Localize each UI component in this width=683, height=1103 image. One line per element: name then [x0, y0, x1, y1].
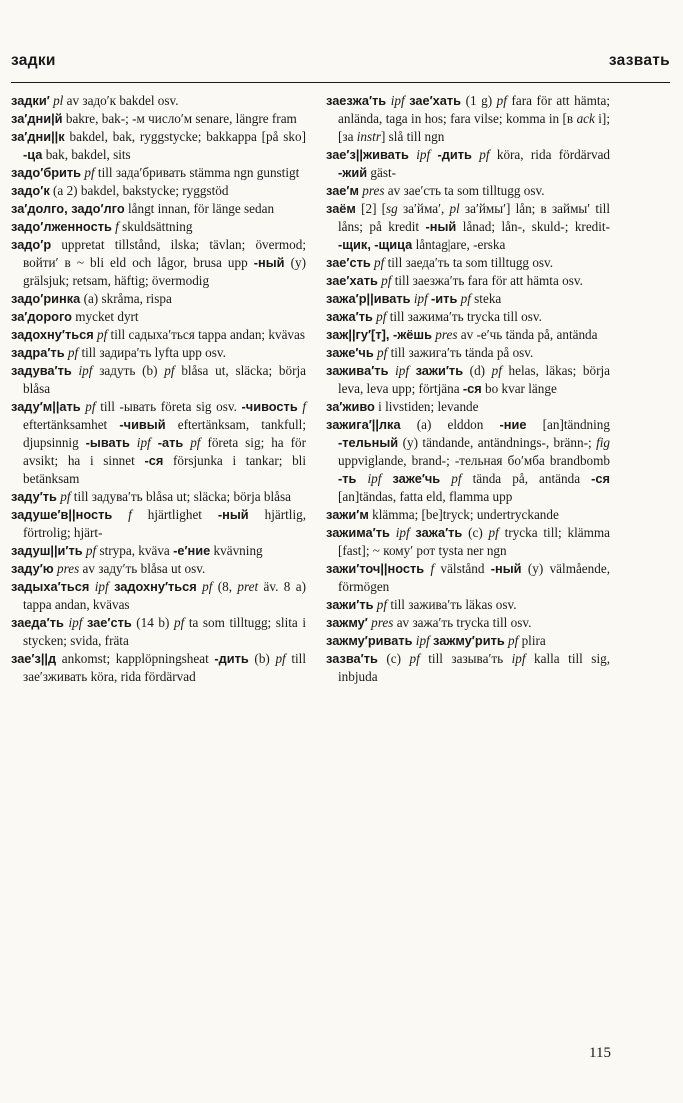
entry-text: (d)	[463, 363, 492, 378]
dictionary-entry	[11, 578, 306, 614]
entry-text: за′ймы′] lån; в займы′ till låns; på kredit	[338, 201, 610, 234]
grammar-label: ipf	[390, 93, 405, 108]
dictionary-entry	[326, 272, 610, 290]
entry-text: bakdel, bak, ryggstycke; bakkappa [på sko]	[64, 129, 306, 144]
grammar-label: pf	[451, 471, 462, 486]
dictionary-entry	[326, 146, 610, 182]
entry-text: av зае′сть ta som tilltugg osv.	[384, 183, 545, 198]
derived-form: -чивость	[241, 399, 298, 414]
dictionary-entry	[326, 182, 610, 200]
entry-text: i livstiden; levande	[374, 399, 479, 414]
grammar-label: instr	[356, 129, 381, 144]
headword: зажму′ривать	[326, 633, 413, 648]
entry-text: ta som tilltugg; slita i stycken; svida, fräta	[23, 615, 307, 648]
entry-text	[130, 435, 137, 450]
entry-text: bakre, bak-; -м число′м senare, längre fram	[62, 111, 297, 126]
entry-text: (y) grälsjuk; retsam, häftig; övermodig	[23, 255, 306, 288]
right-column	[326, 92, 610, 686]
entry-text: (y) tändande, antändnings-, bränn-;	[398, 435, 597, 450]
entry-text: lånad; lån-, skuld-; kredit-	[456, 219, 610, 234]
headword: задыха′ться	[11, 579, 90, 594]
dictionary-entry	[11, 326, 306, 344]
grammar-label: pres	[371, 615, 394, 630]
dictionary-entry	[11, 200, 306, 218]
headword: задо′ринка	[11, 291, 81, 306]
entry-text: задуть	[92, 363, 136, 378]
entry-text: till зажима′ть trycka till osv.	[386, 309, 542, 324]
derived-form: -чивый	[119, 417, 166, 432]
entry-text: till зае′зживать köra, rida fördärvad	[23, 651, 306, 684]
derived-form: -ся	[144, 453, 164, 468]
entry-text: (14 b)	[131, 615, 174, 630]
dictionary-entry	[326, 614, 610, 632]
entry-text: till зазыва′ть	[419, 651, 512, 666]
entry-text	[430, 147, 437, 162]
headword: за′дни||к	[11, 129, 65, 144]
dictionary-entry	[11, 560, 306, 578]
dictionary-entry	[11, 308, 306, 326]
grammar-label: pf	[84, 165, 95, 180]
grammar-label: pret	[237, 579, 259, 594]
entry-text: strypa, kväva	[96, 543, 174, 558]
grammar-label: ipf	[78, 363, 93, 378]
entry-text: uppviglande, brand-; -тельная бо′мба brandbomb	[338, 453, 610, 468]
headword: заже′чь	[326, 345, 374, 360]
dictionary-entry	[326, 344, 610, 362]
dictionary-entry	[326, 632, 610, 650]
dictionary-entry	[326, 326, 610, 344]
entry-text: steka	[470, 291, 502, 306]
entry-text: låntag|are, -erska	[412, 237, 506, 252]
grammar-label: sg	[386, 201, 398, 216]
entry-text: bo kvar länge	[481, 381, 557, 396]
dictionary-entry	[326, 398, 610, 416]
headword: задо′брить	[11, 165, 82, 180]
entry-text: i]; [за	[338, 111, 610, 144]
grammar-label: f	[430, 561, 435, 576]
grammar-label: ipf	[68, 615, 83, 630]
grammar-label: pf	[376, 309, 387, 324]
derived-form: -ный	[425, 219, 457, 234]
grammar-label: pf	[96, 327, 108, 342]
grammar-label: f	[115, 219, 119, 234]
entry-text: [an]tändning	[526, 417, 610, 432]
derived-form: -ся	[591, 471, 611, 486]
entry-text: skuldsättning	[118, 219, 193, 234]
grammar-label: ipf	[367, 471, 382, 486]
entry-text: försjunka i tankar; bli betänksam	[23, 453, 306, 486]
header-left-word: задки	[11, 52, 56, 69]
headword: зае′м	[326, 183, 359, 198]
entry-text: till -ывать företa sig osv.	[95, 399, 242, 414]
entry-text: till зада′бривать stämma ngn gunstigt	[94, 165, 300, 180]
derived-form: -тельный	[338, 435, 399, 450]
left-column	[11, 92, 306, 686]
dictionary-entry	[11, 218, 306, 236]
headword: задува′ть	[11, 363, 72, 378]
dictionary-entry	[326, 416, 610, 506]
derived-form: -жий	[338, 165, 368, 180]
entry-text: (c)	[462, 525, 489, 540]
derived-form: -ить	[431, 291, 458, 306]
entry-text: (a) elddon	[400, 417, 500, 432]
headword: зае′сть	[326, 255, 371, 270]
grammar-label: ipf	[416, 147, 431, 162]
headword: зажима′ть	[326, 525, 390, 540]
derived-form: задохну′ться	[114, 579, 197, 594]
entry-text: till зажива′ть läkas osv.	[387, 597, 517, 612]
grammar-label: pres	[57, 561, 80, 576]
headword: за′живо	[326, 399, 375, 414]
dictionary-entry	[326, 290, 610, 308]
entry-text: ] slå till ngn	[380, 129, 445, 144]
headword: заду′м||ать	[11, 399, 81, 414]
entry-text: uppretat tillstånd, ilska; tävlan; övermod; войти′ в ~ bli eld och lågor, brusa upp	[23, 237, 306, 270]
derived-form: -ние	[499, 417, 527, 432]
derived-form: -ать	[157, 435, 184, 450]
entry-text	[409, 363, 416, 378]
dictionary-entry	[11, 128, 306, 164]
entry-text: (8,	[212, 579, 238, 594]
grammar-label: pf	[374, 255, 385, 270]
headword: задо′к	[11, 183, 50, 198]
headword: зазва′ть	[326, 651, 378, 666]
entry-text: plira	[518, 633, 546, 648]
header-rule	[11, 82, 670, 83]
entry-text: (b)	[248, 651, 276, 666]
grammar-label: ipf	[395, 363, 409, 378]
entry-text	[72, 363, 79, 378]
dictionary-entry	[11, 182, 306, 200]
headword: заезжа′ть	[326, 93, 387, 108]
headword: за′дни|й	[11, 111, 63, 126]
grammar-label: pf	[173, 615, 185, 630]
grammar-label: pres	[435, 327, 458, 342]
entry-text: av заду′ть blåsa ut osv.	[79, 561, 206, 576]
headword: задо′р	[11, 237, 52, 252]
grammar-label: f	[302, 399, 306, 414]
entry-text: kalla till sig, inbjuda	[338, 651, 610, 684]
grammar-label: pf	[508, 633, 519, 648]
derived-form: -ца	[23, 147, 43, 162]
entry-text	[356, 471, 367, 486]
dictionary-entry	[326, 254, 610, 272]
entry-text: till садыха′ться tappa andan; kvävas	[107, 327, 306, 342]
entry-text: eftertänksamhet	[23, 417, 120, 432]
entry-text: hjärtlighet	[131, 507, 218, 522]
entry-text: till заезжа′ть fara för att hämta osv.	[391, 273, 583, 288]
entry-text	[112, 507, 128, 522]
entry-text: (a 2) bakdel, bakstycke; ryggstöd	[49, 183, 229, 198]
dictionary-entry	[326, 200, 610, 254]
dictionary-entry	[11, 542, 306, 560]
dictionary-entry	[326, 308, 610, 326]
grammar-label: pf	[275, 651, 286, 666]
derived-form: зажму′рить	[433, 633, 505, 648]
headword: задо′лженность	[11, 219, 112, 234]
dictionary-entry	[11, 344, 306, 362]
headword: заеда′ть	[11, 615, 64, 630]
entry-text: långt innan, för länge sedan	[124, 201, 275, 216]
headword: за′долго, задо′лго	[11, 201, 125, 216]
grammar-label: ipf	[415, 633, 430, 648]
page-number: 115	[589, 1045, 611, 1061]
grammar-label: pf	[409, 651, 420, 666]
grammar-label: pf	[190, 435, 201, 450]
entry-text: hjärtlig, förtrolig; hjärt-	[23, 507, 307, 540]
headword: зажи′точ||ность	[326, 561, 425, 576]
grammar-label: ipf	[395, 525, 410, 540]
entry-text: av зажа′ть trycka till osv.	[393, 615, 532, 630]
dictionary-entry	[11, 650, 306, 686]
grammar-label: ipf	[511, 651, 526, 666]
dictionary-entry	[326, 650, 610, 686]
grammar-label: pf	[376, 597, 388, 612]
headword: зажму′	[326, 615, 368, 630]
grammar-label: pf	[85, 399, 96, 414]
entry-text: (1 g)	[461, 93, 497, 108]
derived-form: -ывать	[85, 435, 130, 450]
entry-text: (c)	[377, 651, 410, 666]
entry-text: av -е′чь tända på, antända	[457, 327, 598, 342]
derived-form: заже′чь	[392, 471, 441, 486]
entry-text: klämma; [be]tryck; undertryckande	[368, 507, 559, 522]
entry-text: trycka till; klämma [fast]; ~ кому′ рот tysta ner ngn	[338, 525, 610, 558]
entry-text: eftertänksam, tankfull; djupsinnig	[23, 417, 306, 450]
entry-text: till задува′ть blåsa ut; släcka; börja blåsa	[70, 489, 291, 504]
dictionary-entry	[326, 524, 610, 560]
entry-text: till заеда′ть ta som tilltugg osv.	[384, 255, 554, 270]
entry-text: äv. 8 a) tappa andan, kvävas	[23, 579, 307, 612]
grammar-label: pf	[60, 489, 71, 504]
dictionary-entry	[11, 398, 306, 488]
entry-text: за′йма′,	[397, 201, 450, 216]
dictionary-entry	[11, 110, 306, 128]
headword: задохну′ться	[11, 327, 94, 342]
entry-text: till зажига′ть tända på osv.	[387, 345, 534, 360]
grammar-label: ipf	[413, 291, 428, 306]
grammar-label: ack	[576, 111, 595, 126]
headword: задра′ть	[11, 345, 65, 360]
headword: зажа′р||ивать	[326, 291, 411, 306]
dictionary-entry	[326, 560, 610, 596]
dictionary-entry	[11, 488, 306, 506]
headword: задки′	[11, 93, 50, 108]
headword: зае′з||д	[11, 651, 57, 666]
headword: зажа′ть	[326, 309, 373, 324]
entry-text: tända på, antända	[461, 471, 592, 486]
grammar-label: pres	[362, 183, 385, 198]
grammar-label: pl	[449, 201, 460, 216]
grammar-label: ipf	[136, 435, 151, 450]
dictionary-entry	[326, 506, 610, 524]
derived-form: -дить	[437, 147, 472, 162]
derived-form: -дить	[214, 651, 249, 666]
header-right-word: зазвать	[608, 52, 670, 69]
dictionary-entry	[326, 596, 610, 614]
derived-form: -ся	[462, 381, 482, 396]
grammar-label: f	[128, 507, 132, 522]
entry-text: ankomst; kapplöpningsheat	[56, 651, 215, 666]
entry-text: välstånd	[434, 561, 491, 576]
dictionary-entry	[326, 362, 610, 398]
entry-text: av задо′к bakdel osv.	[63, 93, 179, 108]
headword: задуше′в||ность	[11, 507, 113, 522]
dictionary-entry	[11, 506, 306, 542]
headword: зажи′ть	[326, 597, 374, 612]
derived-form: -щица	[374, 237, 413, 252]
headword: задуш||и′ть	[11, 543, 83, 558]
dictionary-entry	[11, 290, 306, 308]
derived-form: -е′ние	[173, 543, 211, 558]
grammar-label: fig	[596, 435, 610, 450]
grammar-label: pf	[496, 93, 507, 108]
entry-text: [2] [	[355, 201, 387, 216]
headword: за′дорого	[11, 309, 72, 324]
derived-form: -ный	[217, 507, 249, 522]
entry-text: mycket dyrt	[71, 309, 139, 324]
derived-form: -ный	[253, 255, 285, 270]
headword: заём	[326, 201, 356, 216]
headword: заду′ть	[11, 489, 57, 504]
headword: заживa′ть	[326, 363, 389, 378]
entry-text: gäst-	[367, 165, 397, 180]
grammar-label: pf	[479, 147, 490, 162]
grammar-label: pf	[67, 345, 79, 360]
derived-form: зае′хать	[409, 93, 462, 108]
dictionary-entry	[11, 164, 306, 182]
grammar-label: pf	[85, 543, 97, 558]
entry-text: helas, läkas; börja leva, leva upp; förtjäna	[338, 363, 611, 396]
dictionary-entry	[11, 362, 306, 398]
derived-form: зае′сть	[86, 615, 132, 630]
dictionary-entry	[11, 236, 306, 290]
entry-text	[440, 471, 451, 486]
entry-text: bak, bakdel, sits	[42, 147, 131, 162]
entry-text: företa sig; ha för avsikt; ha i sinnet	[23, 435, 307, 468]
entry-text	[381, 471, 392, 486]
entry-text	[151, 435, 158, 450]
derived-form: зажи′ть	[415, 363, 464, 378]
grammar-label: pf	[202, 579, 213, 594]
dictionary-entry	[326, 92, 610, 146]
entry-text: till задира′ть lyfta upp osv.	[78, 345, 226, 360]
derived-form: зажа′ть	[415, 525, 463, 540]
entry-text: (b)	[135, 363, 165, 378]
derived-form: -ть	[338, 471, 357, 486]
entry-text: fara för att hämta; anlända, taga in hos; fara vilse; komma in [в	[338, 93, 611, 126]
derived-form: -ный	[490, 561, 522, 576]
headword: зае′хать	[326, 273, 378, 288]
headword: зажи′м	[326, 507, 369, 522]
dictionary-entry	[11, 92, 306, 110]
derived-form: -щик,	[338, 237, 371, 252]
headword: зажига′||лка	[326, 417, 401, 432]
entry-text: blåsa ut, släcka; börja blåsa	[23, 363, 306, 396]
entry-text: [an]tändas, fatta eld, flamma upp	[338, 489, 513, 504]
grammar-label: pf	[164, 363, 175, 378]
grammar-label: pl	[53, 93, 64, 108]
entry-text: kvävning	[210, 543, 263, 558]
grammar-label: ipf	[94, 579, 109, 594]
headword: заж||гу′[т], -жёшь	[326, 327, 432, 342]
entry-text: (a) skråma, rispa	[80, 291, 172, 306]
entry-text: köra, rida fördärvad	[489, 147, 611, 162]
entry-text: (y) välmående, förmögen	[338, 561, 610, 594]
grammar-label: pf	[381, 273, 392, 288]
grammar-label: pf	[488, 525, 499, 540]
headword: заду′ю	[11, 561, 54, 576]
grammar-label: pf	[491, 363, 502, 378]
grammar-label: pf	[460, 291, 471, 306]
grammar-label: pf	[377, 345, 388, 360]
headword: зае′з||живать	[326, 147, 409, 162]
dictionary-entry	[11, 614, 306, 650]
